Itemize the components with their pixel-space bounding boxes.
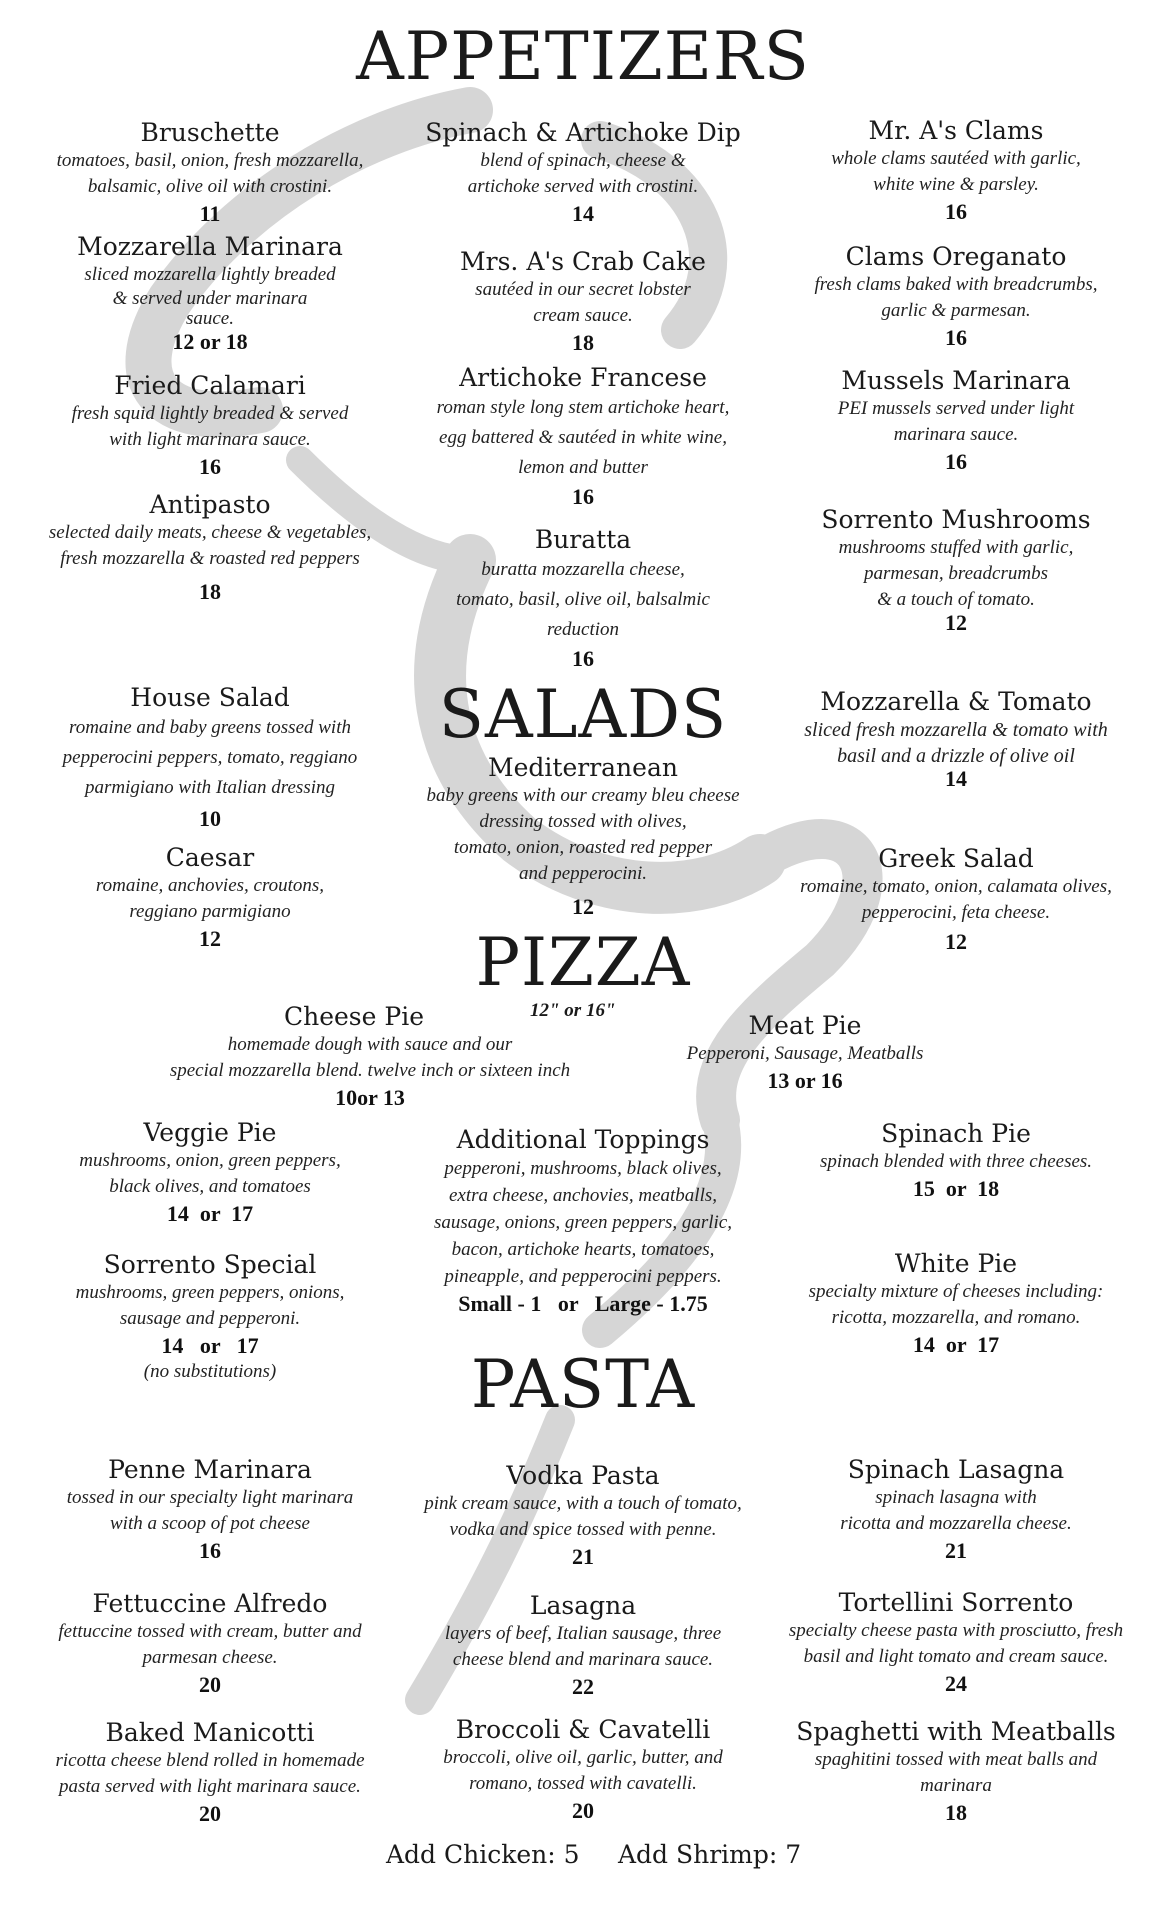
item-desc: balsamic, olive oil with crostini.	[87, 176, 333, 197]
item-desc: white wine & parsley.	[873, 174, 1039, 195]
item-price: 16	[945, 449, 967, 474]
menu-item-caesar	[20, 842, 400, 953]
item-desc: fresh clams baked with breadcrumbs,	[814, 274, 1098, 295]
item-name: Antipasto	[149, 490, 271, 519]
menu-item-sorrento-special	[20, 1249, 400, 1384]
item-name: Lasagna	[529, 1591, 637, 1620]
item-desc: roman style long stem artichoke heart,	[436, 397, 730, 418]
item-desc: homemade dough with sauce and our	[227, 1034, 513, 1055]
item-desc: parmesan cheese.	[142, 1647, 278, 1668]
item-name: House Salad	[130, 683, 290, 712]
item-name: Tortellini Sorrento	[838, 1588, 1074, 1617]
item-desc: lemon and butter	[518, 457, 648, 478]
item-desc: & a touch of tomato.	[877, 589, 1035, 610]
menu-item-additional-toppings	[400, 1124, 766, 1318]
item-price: 14	[945, 766, 967, 791]
item-name: Sorrento Special	[103, 1250, 317, 1279]
item-price: 12	[572, 894, 594, 919]
menu-item-artichoke-francese	[400, 362, 766, 511]
item-desc: pink cream sauce, with a touch of tomato,	[424, 1493, 742, 1514]
item-desc: fresh mozzarella & roasted red peppers	[60, 548, 360, 569]
item-price: 16	[945, 199, 967, 224]
item-desc: tossed in our specialty light marinara	[66, 1487, 354, 1508]
item-desc: vodka and spice tossed with penne.	[449, 1519, 717, 1540]
item-name: Baked Manicotti	[105, 1718, 315, 1747]
item-note: (no substitutions)	[143, 1361, 277, 1382]
pizza-heading: PIZZA	[475, 924, 691, 1001]
item-desc: pepperocini peppers, tomato, reggiano	[62, 747, 358, 768]
item-desc: with light marinara sauce.	[109, 429, 311, 450]
item-price: 10	[199, 806, 221, 831]
item-price: 12	[199, 926, 221, 951]
item-name: Spinach Lasagna	[847, 1455, 1065, 1484]
item-price: 14 or 17	[161, 1333, 259, 1358]
item-name: Penne Marinara	[108, 1455, 312, 1484]
item-desc: tomato, basil, olive oil, balsalmic	[456, 589, 710, 610]
item-desc: sausage, onions, green peppers, garlic,	[434, 1212, 732, 1233]
item-desc: sautéed in our secret lobster	[475, 279, 691, 300]
item-price: 20	[572, 1798, 594, 1823]
menu-item-meat-pie	[660, 1010, 950, 1095]
menu-item-spinach-pie	[766, 1118, 1146, 1203]
item-name: Artichoke Francese	[459, 363, 707, 392]
item-price: 14 or 17	[166, 1201, 254, 1226]
item-price: 16	[572, 646, 594, 671]
menu-item-fettuccine-alfredo	[20, 1588, 400, 1699]
item-desc: spinach blended with three cheeses.	[819, 1151, 1093, 1172]
item-desc: blend of spinach, cheese &	[480, 150, 686, 171]
item-desc: romaine, anchovies, croutons,	[95, 875, 325, 896]
item-desc: spinach lasagna with	[875, 1487, 1037, 1508]
item-name: Spinach & Artichoke Dip	[425, 118, 741, 147]
item-desc: and pepperocini.	[518, 863, 648, 884]
item-price: 20	[199, 1801, 221, 1826]
item-desc: Pepperoni, Sausage, Meatballs	[686, 1043, 924, 1064]
menu-item-baked-manicotti	[20, 1717, 400, 1828]
item-price: 14	[572, 201, 594, 226]
menu-item-crab-cake	[400, 246, 766, 357]
item-name: Caesar	[165, 843, 255, 872]
item-name: Sorrento Mushrooms	[821, 505, 1091, 534]
item-desc: & served under marinara	[112, 288, 308, 309]
menu-item-bruschette	[20, 117, 400, 228]
item-name: Mrs. A's Crab Cake	[460, 247, 706, 276]
item-desc: sauce.	[185, 308, 234, 329]
item-desc: selected daily meats, cheese & vegetables,	[48, 522, 372, 543]
item-desc: whole clams sautéed with garlic,	[831, 148, 1081, 169]
pasta-heading: PASTA	[470, 1346, 696, 1423]
item-price: Small - 1 or Large - 1.75	[458, 1291, 708, 1316]
item-desc: romaine and baby greens tossed with	[69, 717, 351, 738]
menu-item-mozzarella-marinara	[20, 231, 400, 356]
menu-item-greek-salad	[766, 843, 1146, 956]
item-desc: reduction	[546, 619, 620, 640]
item-desc: fresh squid lightly breaded & served	[71, 403, 349, 424]
menu-item-spaghetti-meatballs	[766, 1716, 1146, 1827]
item-desc: cheese blend and marinara sauce.	[452, 1649, 714, 1670]
item-desc: fettuccine tossed with cream, butter and	[58, 1621, 362, 1642]
menu-item-cheese-pie	[120, 1001, 620, 1112]
item-desc: garlic & parmesan.	[881, 300, 1031, 321]
item-name: Fettuccine Alfredo	[92, 1589, 328, 1618]
item-price: 18	[199, 579, 221, 604]
item-price: 16	[199, 454, 221, 479]
item-name: Meat Pie	[748, 1011, 862, 1040]
item-desc: basil and light tomato and cream sauce.	[803, 1646, 1109, 1667]
menu-item-mussels-marinara	[766, 365, 1146, 476]
item-desc: cream sauce.	[533, 305, 633, 326]
add-chicken-note: Add Chicken: 5	[386, 1840, 580, 1869]
item-name: Mussels Marinara	[841, 366, 1071, 395]
item-desc: broccoli, olive oil, garlic, butter, and	[443, 1747, 723, 1768]
item-desc: sliced fresh mozzarella & tomato with	[804, 719, 1108, 741]
item-name: Mr. A's Clams	[868, 116, 1044, 145]
menu-item-veggie-pie	[20, 1117, 400, 1228]
item-desc: special mozzarella blend. twelve inch or sixteen inch	[169, 1060, 571, 1081]
item-name: Mozzarella Marinara	[77, 232, 343, 261]
item-desc: bacon, artichoke hearts, tomatoes,	[451, 1239, 715, 1260]
item-desc: tomato, onion, roasted red pepper	[453, 837, 713, 858]
item-name: Cheese Pie	[283, 1002, 424, 1031]
item-price: 18	[572, 330, 594, 355]
item-desc: layers of beef, Italian sausage, three	[444, 1623, 722, 1644]
item-name: Mozzarella & Tomato	[820, 687, 1092, 716]
menu-item-fried-calamari	[20, 370, 400, 481]
add-shrimp-note: Add Shrimp: 7	[618, 1840, 802, 1869]
salads-heading: SALADS	[438, 676, 728, 753]
item-name: Bruschette	[140, 118, 280, 147]
menu-item-spinach-artichoke-dip	[400, 117, 766, 228]
item-desc: specialty mixture of cheeses including:	[808, 1281, 1104, 1302]
item-desc: romano, tossed with cavatelli.	[469, 1773, 697, 1794]
item-price: 14 or 17	[912, 1332, 1000, 1357]
menu-item-sorrento-mushrooms	[766, 504, 1146, 633]
item-desc: black olives, and tomatoes	[109, 1176, 311, 1197]
item-price: 21	[572, 1544, 594, 1569]
item-price: 21	[945, 1538, 967, 1563]
menu-item-vodka-pasta	[395, 1460, 771, 1571]
item-desc: PEI mussels served under light	[837, 398, 1075, 419]
item-price: 13 or 16	[767, 1068, 843, 1093]
item-desc: pineapple, and pepperocini peppers.	[444, 1266, 722, 1287]
item-price: 10or 13	[335, 1085, 405, 1110]
item-name: Greek Salad	[878, 844, 1034, 873]
appetizers-heading: APPETIZERS	[356, 18, 810, 95]
menu-item-house-salad	[20, 682, 400, 833]
item-desc: spaghitini tossed with meat balls and	[814, 1749, 1098, 1770]
item-desc: mushrooms, green peppers, onions,	[75, 1282, 345, 1303]
item-desc: extra cheese, anchovies, meatballs,	[448, 1185, 718, 1206]
menu-item-tortellini-sorrento	[766, 1587, 1146, 1698]
item-desc: with a scoop of pot cheese	[110, 1513, 310, 1534]
menu-item-mozzarella-tomato	[766, 686, 1146, 789]
item-name: Buratta	[534, 525, 632, 554]
item-desc: egg battered & sautéed in white wine,	[439, 427, 727, 448]
item-price: 12 or 18	[172, 329, 248, 354]
item-desc: parmesan, breadcrumbs	[863, 563, 1048, 584]
item-price: 15 or 18	[912, 1176, 1000, 1201]
menu-item-penne-marinara	[20, 1454, 400, 1565]
item-name: Veggie Pie	[143, 1118, 277, 1147]
item-desc: buratta mozzarella cheese,	[481, 559, 685, 580]
item-desc: specialty cheese pasta with prosciutto, fresh	[788, 1620, 1124, 1641]
item-desc: pepperoni, mushrooms, black olives,	[444, 1158, 722, 1179]
menu-item-mr-a-clams	[766, 115, 1146, 226]
menu-item-lasagna	[395, 1590, 771, 1701]
item-desc: marinara	[920, 1775, 992, 1796]
item-price: 12	[945, 929, 967, 954]
item-desc: sliced mozzarella lightly breaded	[84, 264, 336, 285]
item-desc: pepperocini, feta cheese.	[861, 902, 1051, 923]
item-desc: ricotta and mozzarella cheese.	[840, 1513, 1072, 1534]
item-name: Additional Toppings	[456, 1125, 710, 1154]
item-name: Spinach Pie	[881, 1119, 1031, 1148]
item-desc: pasta served with light marinara sauce.	[59, 1776, 361, 1797]
item-desc: baby greens with our creamy bleu cheese	[426, 785, 740, 806]
item-name: Clams Oreganato	[845, 242, 1067, 271]
item-desc: mushrooms, onion, green peppers,	[79, 1150, 341, 1171]
menu-item-buratta	[400, 524, 766, 673]
item-desc: romaine, tomato, onion, calamata olives,	[800, 876, 1112, 897]
item-price: 20	[199, 1672, 221, 1697]
item-name: Mediterranean	[488, 753, 678, 782]
item-desc: mushrooms stuffed with garlic,	[838, 537, 1074, 558]
item-price: 16	[945, 325, 967, 350]
item-price: 16	[199, 1538, 221, 1563]
item-price: 12	[945, 610, 967, 635]
item-name: Broccoli & Cavatelli	[455, 1715, 711, 1744]
item-name: Spaghetti with Meatballs	[796, 1717, 1116, 1746]
item-desc: dressing tossed with olives,	[479, 811, 687, 832]
item-desc: sausage and pepperoni.	[119, 1308, 301, 1329]
menu-item-spinach-lasagna	[766, 1454, 1146, 1565]
item-desc: ricotta cheese blend rolled in homemade	[55, 1750, 365, 1771]
item-desc: marinara sauce.	[893, 424, 1019, 445]
item-desc: artichoke served with crostini.	[467, 176, 699, 197]
menu-item-white-pie	[766, 1248, 1146, 1359]
item-price: 24	[945, 1671, 967, 1696]
item-desc: parmigiano with Italian dressing	[84, 777, 335, 798]
menu-item-mediterranean	[400, 752, 766, 921]
item-name: Vodka Pasta	[506, 1461, 660, 1490]
item-desc: basil and a drizzle of olive oil	[837, 745, 1075, 767]
menu-item-broccoli-cavatelli	[395, 1714, 771, 1825]
pizza-sizes-label: 12" or 16"	[530, 1000, 616, 1021]
menu-item-clams-oreganato	[766, 241, 1146, 352]
item-desc: tomatoes, basil, onion, fresh mozzarella,	[56, 150, 364, 171]
item-price: 18	[945, 1800, 967, 1825]
item-name: Fried Calamari	[114, 371, 306, 400]
item-desc: reggiano parmigiano	[129, 901, 291, 922]
item-price: 16	[572, 484, 594, 509]
item-price: 22	[572, 1674, 594, 1699]
menu-item-antipasto	[20, 489, 400, 606]
item-price: 11	[199, 201, 221, 226]
item-name: White Pie	[894, 1249, 1018, 1278]
item-desc: ricotta, mozzarella, and romano.	[831, 1307, 1081, 1328]
